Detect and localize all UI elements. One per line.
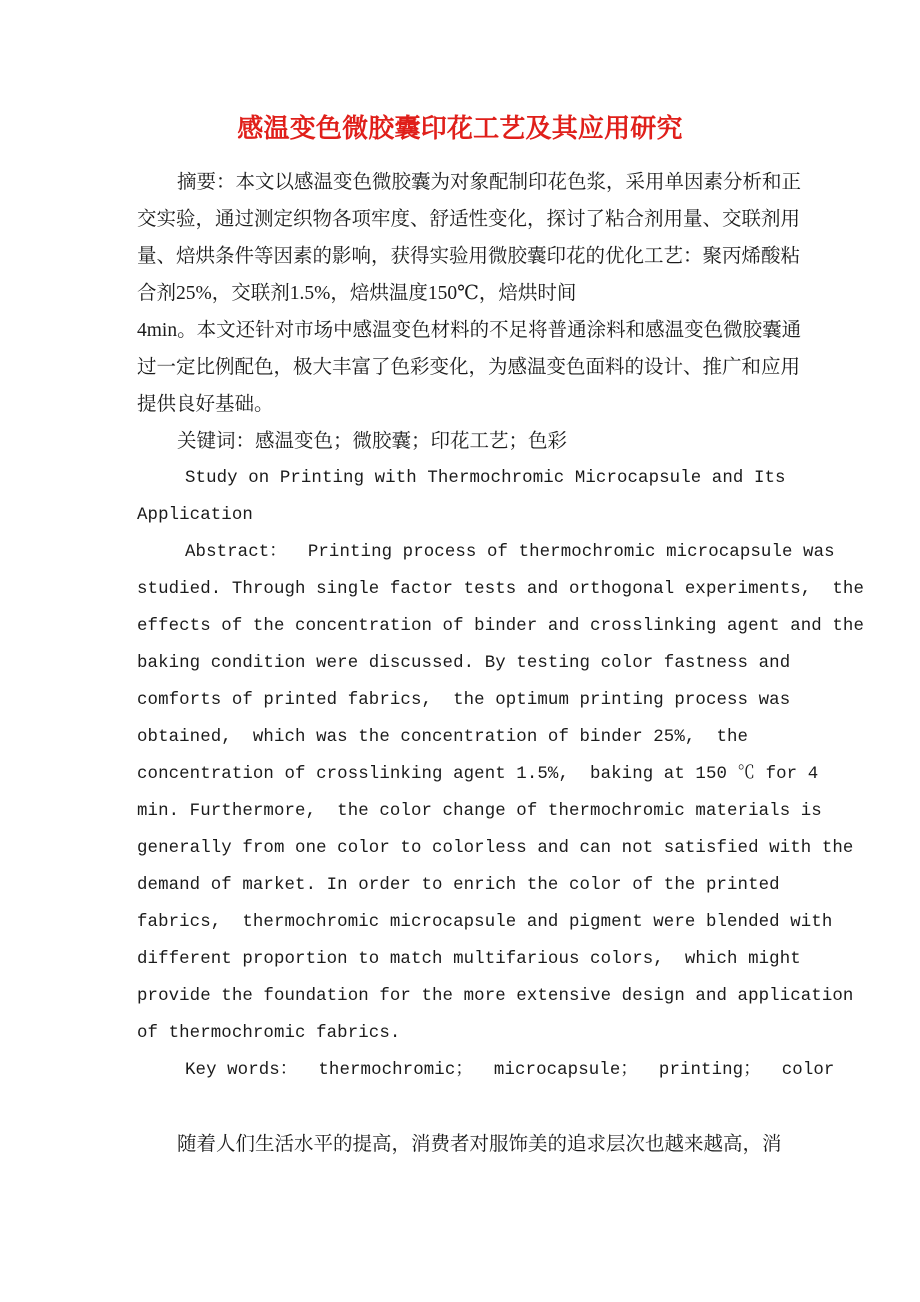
abstract-en-line: studied. Through single factor tests and orthogonal experiments, the bbox=[137, 580, 864, 599]
abstract-en-line: demand of market. In order to enrich the color of the printed bbox=[137, 876, 780, 895]
keywords-cn-line: 关键词：感温变色；微胶囊；印花工艺；色彩 bbox=[177, 431, 568, 452]
abstract-en-line: generally from one color to colorless and can not satisfied with the bbox=[137, 839, 854, 858]
abstract-en-line: provide the foundation for the more extensive design and application bbox=[137, 987, 854, 1006]
keywords-cn-block bbox=[137, 423, 783, 460]
abstract-en-line: comforts of printed fabrics, the optimum printing process was bbox=[137, 691, 791, 710]
abstract-en-line: of thermochromic fabrics. bbox=[137, 1024, 401, 1043]
page-title: 感温变色微胶囊印花工艺及其应用研究 bbox=[237, 114, 683, 144]
abstract-en-line: effects of the concentration of binder and crosslinking agent and the bbox=[137, 617, 864, 636]
abstract-cn-line: 摘要：本文以感温变色微胶囊为对象配制印花色浆，采用单因素分析和正 bbox=[177, 172, 802, 193]
keywords-en-line: Key words： thermochromic； microcapsule； printing； color bbox=[185, 1061, 835, 1080]
title-en-line: Study on Printing with Thermochromic Microcapsule and Its bbox=[185, 469, 786, 488]
abstract-cn-line: 提供良好基础。 bbox=[137, 394, 274, 415]
abstract-en-line: Abstract： Printing process of thermochromic microcapsule was bbox=[185, 543, 835, 562]
body-cn-line: 随着人们生活水平的提高，消费者对服饰美的追求层次也越来越高，消 bbox=[177, 1134, 782, 1155]
abstract-en-line: fabrics, thermochromic microcapsule and pigment were blended with bbox=[137, 913, 833, 932]
keywords-en-block bbox=[137, 1052, 835, 1089]
abstract-cn-line: 过一定比例配色，极大丰富了色彩变化，为感温变色面料的设计、推广和应用 bbox=[137, 357, 801, 378]
abstract-en-line: baking condition were discussed. By testing color fastness and bbox=[137, 654, 791, 673]
title-en-line: Application bbox=[137, 506, 253, 525]
abstract-cn-block bbox=[137, 164, 802, 423]
abstract-cn-line: 交实验，通过测定织物各项牢度、舒适性变化，探讨了粘合剂用量、交联剂用 bbox=[137, 209, 801, 230]
abstract-cn-line: 量、焙烘条件等因素的影响，获得实验用微胶囊印花的优化工艺：聚丙烯酸粘 bbox=[137, 246, 801, 267]
body-cn-block bbox=[137, 1126, 783, 1163]
abstract-en-line: obtained, which was the concentration of binder 25%, the bbox=[137, 728, 749, 747]
abstract-en-line: different proportion to match multifarious colors, which might bbox=[137, 950, 801, 969]
abstract-cn-line: 合剂25%，交联剂1.5%，焙烘温度150℃，焙烘时间 bbox=[137, 283, 577, 304]
title-en-block bbox=[137, 460, 797, 534]
abstract-en-line: concentration of crosslinking agent 1.5%, baking at 150 ℃ for 4 bbox=[137, 765, 819, 784]
abstract-en-line: min. Furthermore, the color change of thermochromic materials is bbox=[137, 802, 822, 821]
abstract-en-block bbox=[137, 534, 864, 1052]
abstract-cn-line: 4min。本文还针对市场中感温变色材料的不足将普通涂料和感温变色微胶囊通 bbox=[137, 320, 802, 341]
